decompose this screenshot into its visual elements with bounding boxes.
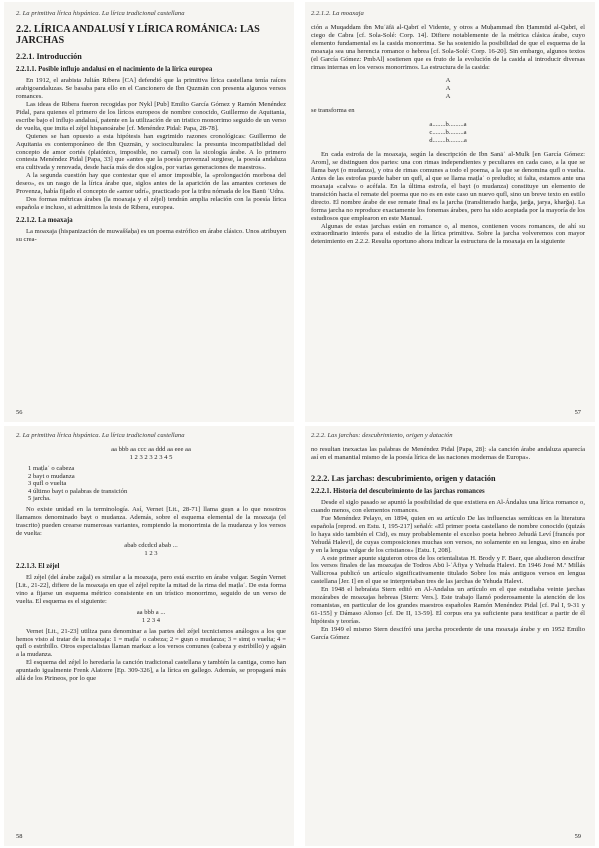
moaxaja-scheme [311, 121, 585, 145]
subsection-heading: 2.2.1.2. La moaxaja [16, 216, 73, 224]
page-58 [4, 426, 294, 846]
scheme-line: d........b.........a [429, 137, 467, 145]
paragraph: No existe unidad en la terminología. Así, Vernet [Lit., 28-71] llama guṣn a lo que nosotros llamamos denominado bayt o mudanza. Además, sobre el esquema elemental de la moaxaja (el trascrito) pueden crearse numerosas variantes, rompiendo la monorrimia de la mudanza y los versos de vuelta: [16, 505, 286, 537]
page-57 [305, 2, 595, 422]
running-header: 2.2.1.2. La moaxaja [311, 10, 364, 17]
list-item: 1 maṭlaʿ o cabeza [28, 465, 75, 472]
scheme-line: aa bbb a ... [136, 608, 166, 616]
list-item: 2 bayt o mudanza [28, 472, 75, 480]
paragraph: A la segunda cuestión hay que contestar que el amor imposible, la «prolongación morbosa del deseo», es un rasgo de la lírica árabe que, siglos antes de la aparición de las amantes corteses de Provenza, había fijado el concepto de «amor udrí», practicado por la tribu nómada de los Banū ʿUdra. [16, 172, 286, 196]
paragraph: El esquema del zéjel lo heredaría la canción tradicional castellana y también la cantiga, como han apuntado igualmente Frenk Alatorre [Ep. 309-326], a la lírica en gallego. Además, se propagará más allá de los Pirineos, por lo que [16, 659, 286, 683]
paragraph: La moaxaja (hispanización de muwaššaḥa) es un poema estrófico en árabe clásico. Unos atribuyen su crea- [16, 228, 286, 244]
paragraph: ción a Muqaddam ibn Muʿāfā al-Qabrī el Vidente, y otros a Muḥammad ibn Ḥammūd al-Qabrī, el ciego de Cabra [cf. Sola-Solé: Corp. 14]. Difiere notablemente de la métrica clásica árabe, cuyo elemento fundamental es la casida monorrima. Se ha sostenido la posibilidad de que el esquema de la moaxaja sea una herencia romance o hebrea [cf. Sola-Solé: Corp. 16-20]. Sin embargo, algunos textos (el García Gómez: PmbAl] sostienen que es fruto de la evolución de la casida al introducir diversas rimas internas en los versos monorrimos. La estructura de la casida: [311, 24, 585, 71]
paragraph: Dos formas métricas árabes (la moaxaja y el zéjel) tendrán amplia relación con la poesía lírica española e incluso, si admitimos la tesis de Ribera, europea. [16, 196, 286, 211]
subsection-heading: 2.2.2.1. Historia del descubrimiento de las jarchas romances [311, 487, 485, 495]
scheme-line: abab cdcdcd abab ... [124, 541, 178, 549]
scheme-line: a........b.........a [429, 121, 467, 129]
scheme-numbers: 1 2 3 2 3 2 3 4 5 [129, 454, 173, 461]
chapter-title: 2.2. LÍRICA ANDALUSÍ Y LÍRICA ROMÁNICA: LAS JARCHAS [16, 24, 260, 46]
paragraph: Fue Menéndez Pelayo, en 1894, quien en su artículo De las influencias semíticas en la literatura española [reprod. en Estu. I, 195-217] señaló: «El primer poeta castellano de nombre conocido (quizás lo haya sido también el Cid), es muy probablemente el excelso poeta hebreo Jehudá Leví [francés por Yehudá Halevi], de cuyas composiciones muchas son versos, no solamente en su lengua, sino en árabe y en la lengua vulgar de los cristianos» [Estu. I, 208]. [311, 515, 585, 554]
paragraph: Quienes se han opuesto a esta hipótesis han esgrimido razones cronológicas: Guillermo de Aquitania es contemporáneo de Ibn Quzmān, y socioculturales: la presunta incompatibilidad del concepto de amor cortés (platónico, imposible, no carnal) con la sicología árabe. A lo primero contesta Menéndez Pidal [Papa, 33] que «antes que la poesía provenzal surgiese, la poesía andaluza era cultivada y renovada, desde hacía más de dos siglos, por varias generaciones de maestros». [16, 132, 286, 172]
running-header: 2.2.2. Las jarchas: descubrimiento, origen y datación [311, 432, 453, 439]
paragraph: se transforma en [311, 107, 355, 115]
paragraph: En 1949 el mismo Stern descifró una jarcha procedente de una moaxaja árabe y en 1952 Emilio García Gómez [311, 625, 585, 641]
page-56 [4, 2, 294, 422]
scheme-line: A [445, 85, 451, 93]
paragraph: A este primer apunte siguieron otros de los orientalistas H. Brody y F. Baer, que aludieron descifrar los versos finales de las moaxajas de Todros Abū l-ʿĀfiya y Yehuda Halevi. En 1946 José M.ª Millás Vallicrosa publicó un artículo significativamente titulado Sobre los más antiguos versos en lengua castellana [Jer. I] en el que se interpretaban tres de las jarchas de Yehuda Halevi. [311, 554, 585, 586]
running-header: 2. La primitiva lírica hispánica. La lírica tradicional castellana [16, 10, 185, 17]
casida-scheme [311, 77, 585, 101]
paragraph: no resultan inexactas las palabras de Menéndez Pidal [Papa, 28]: «la canción árabe andaluza aparecía así en el manantial mismo de la poesía lírica de las naciones modernas de Europa». [311, 446, 585, 461]
paragraph: Vernet [Lit., 21-23] utiliza para denominar a las partes del zéjel tecnicismos análogos a los que hemos visto al tratar de la moaxaja: 1 = maṭlaʿ o cabeza; 2 = guṣn o mudanza; 3 = simṭ o vuelta; 4 = qufl o estribillo. Otros especialistas llaman markaz a los versos comunes (cabeza y estribillo) y aġṣān a la mudanza. [16, 627, 286, 659]
scheme-numbers: 1 2 3 [144, 549, 158, 557]
page-59 [305, 426, 595, 846]
scheme-line: A [445, 93, 451, 101]
section-heading: 2.2.2. Las jarchas: descubrimiento, origen y datación [311, 473, 496, 483]
subsection-heading: 2.2.1.1. Posible influjo andalusí en el nacimiento de la lírica europea [16, 66, 213, 73]
scheme-line: A [445, 77, 451, 85]
list-item: 5 jarcha. [28, 495, 51, 503]
scheme-line: aa bbb aa ccc aa ddd aa eee aa [111, 446, 191, 453]
scheme-line: c........b.........a [429, 129, 467, 137]
paragraph: En cada estrofa de la moaxaja, según la descripción de Ibn Sanāʾ al-Mulk [en García Gómez: Arom], se distinguen dos partes: una con rimas independientes y peculiares en cada caso, a la que se llama bayt (o mudanza), y otra de rimas comunes a todo el poema, a la que se denomina qufl o vuelta. Antes de las estrofas puede haber un qufl, al que se llama maṭlaʿ o preludio; si falta, estamos ante una moaxaja «calva» o acéfala. En la última estrofa, el bayt (o mudanza) constituye un elemento de transición hacia el remate del poema que no es en este caso un nuevo qufl, sino un breve texto en estilo directo. El nombre árabe de ese remate final es la jarcha (transliterado harğa, jarğa, jarya, kharğa). La forma jarcha no reproduce exactamente los fonemas árabes, pero ha sido aceptada por la mayoría de los estudiosos que emplearon en este Manual. [311, 151, 585, 222]
paragraph: Algunas de estas jarchas están en romance o, al menos, contienen voces romances, de ahí su extraordinario interés para el estudio de la lírica primitiva. Sobre la jarcha volveremos con mayor detenimiento en 2.2.2. Resulta oportuno ahora indicar la estructura de la moaxaja en la siguiente [311, 222, 585, 246]
list-item: 4 último bayt o palabras de transición [28, 487, 128, 495]
paragraph: En 1912, el arabista Julián Ribera [CA] defendió que la primitiva lírica castellana tenía raíces arabigoandaluzas. Se basaba para ello en el Cancionero de Ibn Quzmān con presenta algunos versos romances. [16, 77, 286, 101]
page-number: 58 [16, 833, 23, 840]
paragraph: Las ideas de Ribera fueron recogidas por Nykl [Pub] Emilio García Gómez y Ramón Menéndez Pidal, para quienes el primero de los líricos europeos de nombre conocido, Guillermo de Aquitania, escribe bajo el influjo andalusí, patente en la utilización de un tristico monorrimo seguido de un verso de vuelta, que imita el zéjel hispanoárabe [cf. Menéndez Pidal: Papa, 28-78]. [16, 101, 286, 132]
section-heading: 2.2.1. Introducción [16, 52, 82, 61]
running-header: 2. La primitiva lírica hispánica. La lírica tradicional castellana [16, 432, 185, 439]
scheme-legend [28, 465, 286, 503]
page-number: 59 [574, 833, 581, 840]
paragraph: Desde el siglo pasado se apuntó la posibilidad de que existiera en Al-Ándalus una lírica romance o, cuando menos, con elementos romances. [311, 499, 585, 515]
subsection-heading: 2.2.1.3. El zéjel [16, 562, 60, 570]
page-number: 57 [574, 409, 581, 416]
page-number: 56 [16, 409, 23, 416]
scheme-numbers: 1 2 3 4 [141, 616, 161, 624]
paragraph: El zéjel (del árabe zaǧal) es similar a la moaxaja, pero está escrito en árabe vulgar. Según Vernet [Lit., 21-22], difiere de la moaxaja en que el zéjel repite la mitad de la rima del maṭlaʿ. De esta forma vino a fijarse un esquema métrico consistente en un trístico monorrimo, seguido de un verso de vuelta. El esquema es el siguiente: [16, 574, 286, 605]
paragraph: En 1948 el hebraísta Stern editó en Al-Andalus un artículo en el que estudiaba veinte jarchas mozárabes de moaxajas hebreas [Stern: Vers.]. Este trabajo llamó poderosamente la atención de los romanistas, en particular de los grandes maestros españoles Ramón Menéndez Pidal [cf. Pal I, 9-31 y 61-155] y Dámaso Alonso [cf. De II, 13-59]. El corpus era ya suficiente para testificar a partir de él hipótesis y teorías. [311, 586, 585, 625]
list-item: 3 qufl o vuelta [28, 480, 67, 488]
